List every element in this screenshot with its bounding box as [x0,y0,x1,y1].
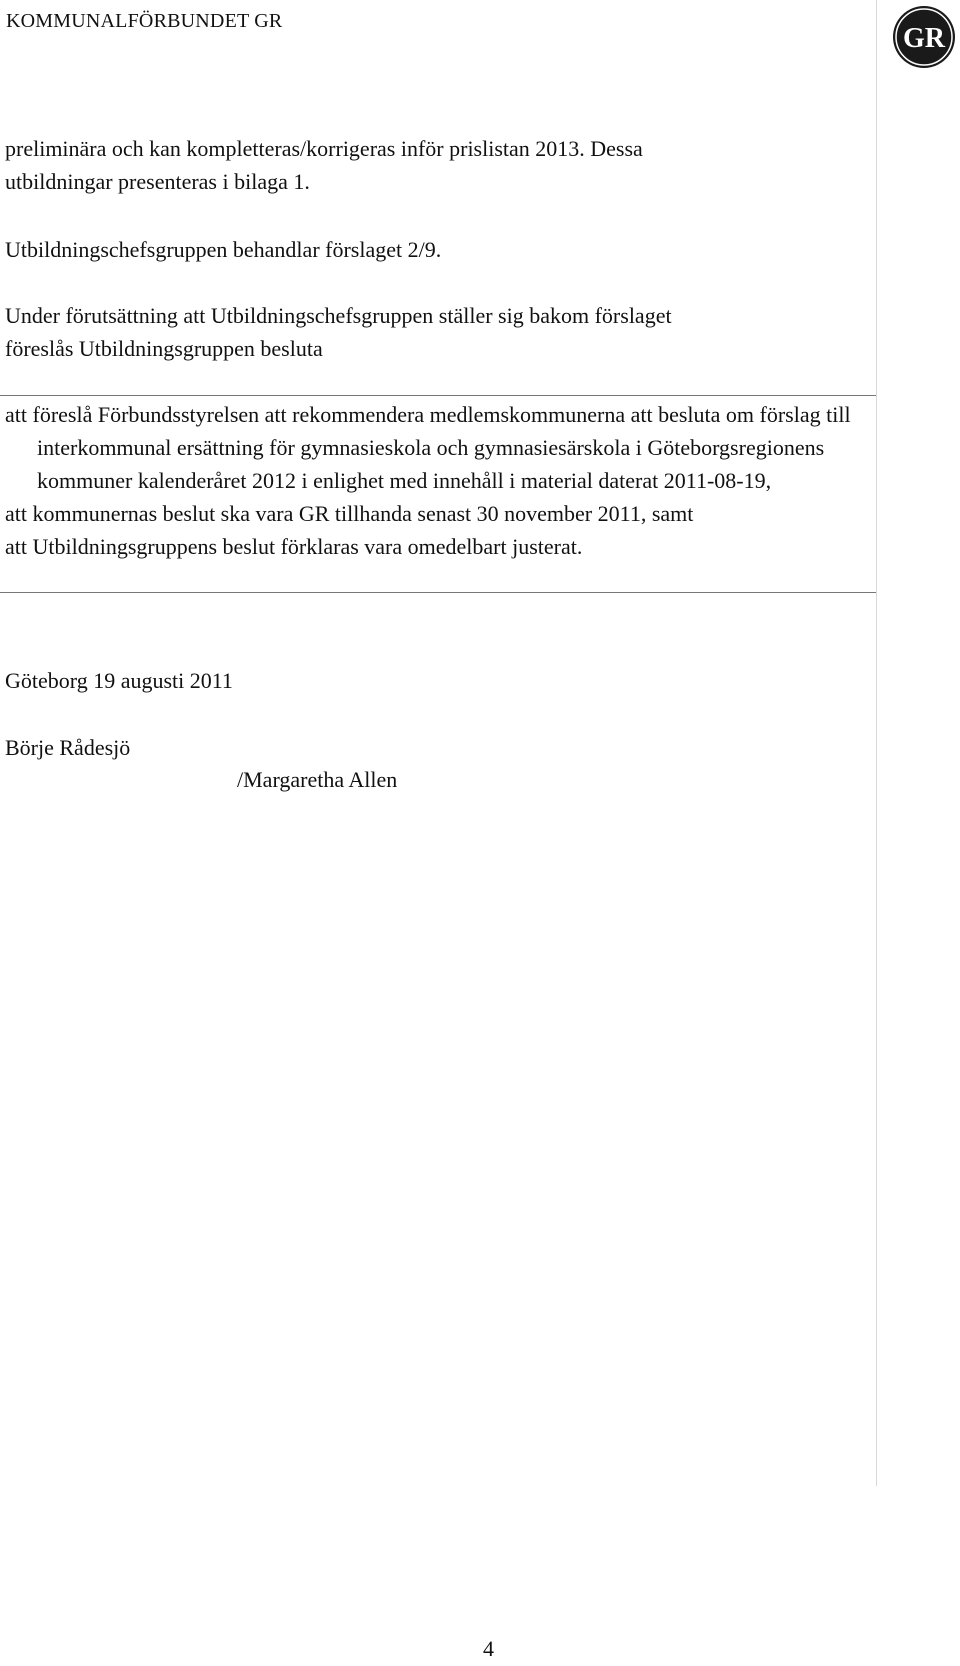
paragraph-line: föreslås Utbildningsgruppen besluta [5,336,323,361]
paragraph-line: preliminära och kan kompletteras/korrigeras inför prislistan 2013. Dessa [5,136,643,161]
proposal-bottom-rule [0,592,876,593]
right-margin-rule [876,0,877,1486]
paragraph-prices [5,132,643,198]
signer-name: Börje Rådesjö [5,735,131,760]
paragraph-condition [5,299,672,365]
proposal-item: att Utbildningsgruppens beslut förklaras vara omedelbart justerat. [5,534,583,559]
proposal-top-rule [0,395,876,396]
place-and-date: Göteborg 19 augusti 2011 [5,668,233,693]
gr-logo-icon [893,6,955,68]
proposal-item: att kommunernas beslut ska vara GR tillhanda senast 30 november 2011, samt [5,501,694,526]
cosigner-name: /Margaretha Allen [237,767,398,792]
paragraph-line: utbildningar presenteras i bilaga 1. [5,169,310,194]
proposal-list [5,398,877,563]
paragraph-line: Under förutsättning att Utbildningschefsgruppen ställer sig bakom förslaget [5,303,672,328]
logo-text: GR [903,23,945,54]
paragraph-review: Utbildningschefsgruppen behandlar förslaget 2/9. [5,237,442,262]
gr-logo [893,6,955,68]
page-number: 4 [483,1636,494,1661]
organization-name: KOMMUNALFÖRBUNDET GR [6,10,283,32]
proposal-item: att föreslå Förbundsstyrelsen att rekommendera medlemskommunerna att besluta om förslag till interkommunal ersättning för gymnasieskola och gymnasiesärskola i Göteborgsregionens kommuner kalenderåret 2012 i enlighet med innehåll i material daterat 2011-08-19, [5,402,851,493]
